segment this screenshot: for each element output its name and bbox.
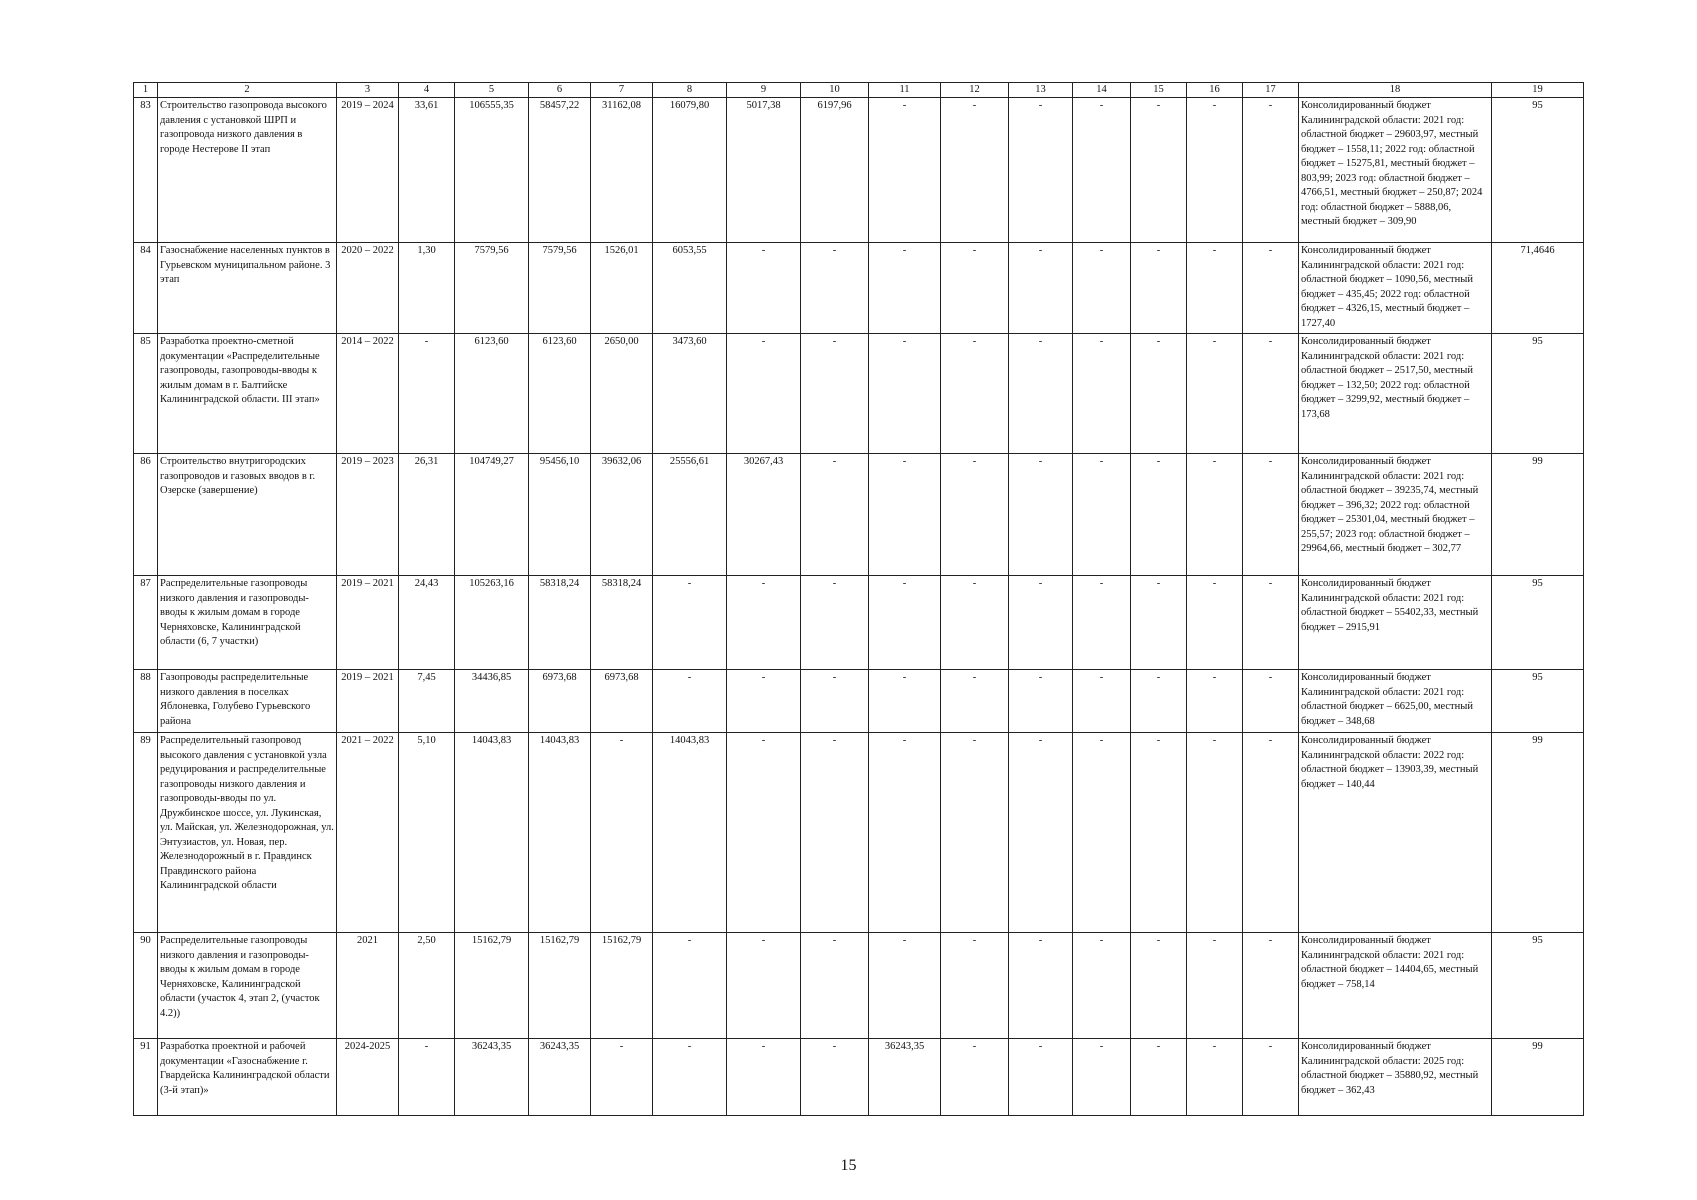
funding-source: Консолидированный бюджет Калининградской области: 2025 год: областной бюджет – 35880,92, местный бюджет – 362,43 (1299, 1039, 1492, 1116)
table-row (134, 1039, 1584, 1116)
value-cell: - (869, 334, 941, 454)
value-cell: 99 (1492, 733, 1584, 933)
object-name: Разработка проектной и рабочей документации «Газоснабжение г. Гвардейска Калининградской области (3-й этап)» (158, 1039, 337, 1116)
period-cell: 2019 – 2024 (337, 98, 399, 243)
value-cell: 25556,61 (653, 454, 727, 576)
header-col-9: 9 (727, 83, 801, 98)
header-col-16: 16 (1187, 83, 1243, 98)
value-cell: - (1187, 334, 1243, 454)
value-cell: - (1073, 1039, 1131, 1116)
value-cell: 58318,24 (529, 576, 591, 670)
value-cell: 6973,68 (591, 670, 653, 733)
header-col-18: 18 (1299, 83, 1492, 98)
value-cell: - (801, 733, 869, 933)
value-cell: - (727, 334, 801, 454)
object-name: Строительство газопровода высокого давления с установкой ШРП и газопровода низкого давления в городе Нестерове II этап (158, 98, 337, 243)
value-cell: - (801, 454, 869, 576)
value-cell: - (941, 576, 1009, 670)
value-cell: - (1243, 670, 1299, 733)
header-col-19: 19 (1492, 83, 1584, 98)
value-cell: - (869, 576, 941, 670)
value-cell: 15162,79 (455, 933, 529, 1039)
value-cell: 5017,38 (727, 98, 801, 243)
object-name: Распределительный газопровод высокого давления с установкой узла редуцирования и распределительные газопроводы низкого давления и газопроводы-вводы по ул. Дружбинское шоссе, ул. Лукинская, ул. Майская, ул. Железнодорожная, ул. Энтузиастов, ул. Новая, пер. Железнодорожный в г. Правдинск Правдинского района Калининградской области (158, 733, 337, 933)
value-cell: - (1243, 98, 1299, 243)
value-cell: - (1131, 733, 1187, 933)
value-cell: - (1009, 733, 1073, 933)
header-col-8: 8 (653, 83, 727, 98)
row-number: 88 (134, 670, 158, 733)
value-cell: 24,43 (399, 576, 455, 670)
period-cell: 2021 (337, 933, 399, 1039)
table-row (134, 576, 1584, 670)
value-cell: - (1187, 733, 1243, 933)
value-cell: - (653, 670, 727, 733)
header-col-17: 17 (1243, 83, 1299, 98)
row-number: 87 (134, 576, 158, 670)
value-cell: - (869, 454, 941, 576)
value-cell: - (941, 1039, 1009, 1116)
value-cell: - (1073, 98, 1131, 243)
header-col-12: 12 (941, 83, 1009, 98)
row-number: 90 (134, 933, 158, 1039)
value-cell: 7579,56 (529, 243, 591, 334)
value-cell: - (1009, 454, 1073, 576)
header-col-5: 5 (455, 83, 529, 98)
value-cell: 7,45 (399, 670, 455, 733)
program-table-sheet (133, 82, 1563, 1116)
value-cell: - (801, 334, 869, 454)
table-row (134, 733, 1584, 933)
value-cell: 99 (1492, 1039, 1584, 1116)
value-cell: - (1131, 1039, 1187, 1116)
value-cell: - (1187, 1039, 1243, 1116)
value-cell: - (801, 576, 869, 670)
value-cell: - (727, 670, 801, 733)
value-cell: 58457,22 (529, 98, 591, 243)
value-cell: - (1073, 670, 1131, 733)
value-cell: - (653, 933, 727, 1039)
table-row (134, 243, 1584, 334)
value-cell: - (869, 243, 941, 334)
value-cell: - (591, 1039, 653, 1116)
value-cell: - (1009, 1039, 1073, 1116)
header-col-2: 2 (158, 83, 337, 98)
value-cell: 36243,35 (455, 1039, 529, 1116)
header-col-6: 6 (529, 83, 591, 98)
header-col-3: 3 (337, 83, 399, 98)
value-cell: 39632,06 (591, 454, 653, 576)
value-cell: 26,31 (399, 454, 455, 576)
value-cell: 14043,83 (455, 733, 529, 933)
value-cell: - (1073, 334, 1131, 454)
row-number: 86 (134, 454, 158, 576)
value-cell: - (1131, 334, 1187, 454)
row-number: 83 (134, 98, 158, 243)
header-col-4: 4 (399, 83, 455, 98)
row-number: 84 (134, 243, 158, 334)
value-cell: - (1187, 933, 1243, 1039)
object-name: Газопроводы распределительные низкого давления в поселках Яблоневка, Голубево Гурьевского района (158, 670, 337, 733)
value-cell: - (591, 733, 653, 933)
value-cell: - (727, 576, 801, 670)
header-col-10: 10 (801, 83, 869, 98)
period-cell: 2014 – 2022 (337, 334, 399, 454)
value-cell: - (941, 670, 1009, 733)
value-cell: - (653, 576, 727, 670)
value-cell: 95 (1492, 670, 1584, 733)
table-row (134, 454, 1584, 576)
value-cell: 6053,55 (653, 243, 727, 334)
value-cell: 14043,83 (653, 733, 727, 933)
value-cell: - (1243, 454, 1299, 576)
header-row (134, 83, 1584, 98)
value-cell: - (1131, 670, 1187, 733)
value-cell: - (1073, 733, 1131, 933)
value-cell: - (1243, 243, 1299, 334)
funding-source: Консолидированный бюджет Калининградской области: 2022 год: областной бюджет – 13903,39, местный бюджет – 140,44 (1299, 733, 1492, 933)
value-cell: - (869, 933, 941, 1039)
period-cell: 2021 – 2022 (337, 733, 399, 933)
page-number: 15 (840, 1157, 857, 1174)
value-cell: 33,61 (399, 98, 455, 243)
header-col-11: 11 (869, 83, 941, 98)
funding-source: Консолидированный бюджет Калининградской области: 2021 год: областной бюджет – 6625,00, местный бюджет – 348,68 (1299, 670, 1492, 733)
header-col-15: 15 (1131, 83, 1187, 98)
value-cell: - (869, 98, 941, 243)
value-cell: - (941, 98, 1009, 243)
value-cell: 31162,08 (591, 98, 653, 243)
value-cell: - (399, 334, 455, 454)
value-cell: 2,50 (399, 933, 455, 1039)
value-cell: - (1131, 98, 1187, 243)
value-cell: - (653, 1039, 727, 1116)
value-cell: - (801, 1039, 869, 1116)
value-cell: 6197,96 (801, 98, 869, 243)
value-cell: - (1243, 733, 1299, 933)
value-cell: 105263,16 (455, 576, 529, 670)
value-cell: - (1131, 576, 1187, 670)
value-cell: 15162,79 (591, 933, 653, 1039)
program-table (133, 82, 1584, 1116)
value-cell: 30267,43 (727, 454, 801, 576)
value-cell: 95456,10 (529, 454, 591, 576)
funding-source: Консолидированный бюджет Калининградской области: 2021 год: областной бюджет – 39235,74, местный бюджет – 396,32; 2022 год: областной бюджет – 25301,04, местный бюджет – 255,57; 2023 год: областной бюджет – 29964,66, местный бюджет – 302,77 (1299, 454, 1492, 576)
value-cell: 6123,60 (455, 334, 529, 454)
value-cell: 95 (1492, 576, 1584, 670)
value-cell: 99 (1492, 454, 1584, 576)
header-col-13: 13 (1009, 83, 1073, 98)
value-cell: 15162,79 (529, 933, 591, 1039)
value-cell: 14043,83 (529, 733, 591, 933)
table-row (134, 334, 1584, 454)
funding-source: Консолидированный бюджет Калининградской области: 2021 год: областной бюджет – 1090,56, местный бюджет – 435,45; 2022 год: областной бюджет – 4326,15, местный бюджет – 1727,40 (1299, 243, 1492, 334)
value-cell: - (801, 670, 869, 733)
value-cell: 58318,24 (591, 576, 653, 670)
value-cell: - (1131, 454, 1187, 576)
value-cell: - (1187, 454, 1243, 576)
period-cell: 2019 – 2021 (337, 670, 399, 733)
value-cell: - (869, 733, 941, 933)
value-cell: 95 (1492, 334, 1584, 454)
value-cell: 95 (1492, 933, 1584, 1039)
funding-source: Консолидированный бюджет Калининградской области: 2021 год: областной бюджет – 2517,50, местный бюджет – 132,50; 2022 год: областной бюджет – 3299,92, местный бюджет – 173,68 (1299, 334, 1492, 454)
value-cell: 34436,85 (455, 670, 529, 733)
value-cell: - (1243, 576, 1299, 670)
table-row (134, 670, 1584, 733)
value-cell: 1526,01 (591, 243, 653, 334)
value-cell: - (1009, 98, 1073, 243)
value-cell: - (1131, 933, 1187, 1039)
table-row (134, 98, 1584, 243)
value-cell: - (1009, 670, 1073, 733)
object-name: Разработка проектно-сметной документации «Распределительные газопроводы, газопроводы-вводы к жилым домам в г. Балтийске Калининградской области. III этап» (158, 334, 337, 454)
value-cell: 6123,60 (529, 334, 591, 454)
value-cell: - (941, 243, 1009, 334)
value-cell: 36243,35 (869, 1039, 941, 1116)
value-cell: - (801, 243, 869, 334)
value-cell: - (801, 933, 869, 1039)
value-cell: - (1009, 243, 1073, 334)
value-cell: - (1187, 98, 1243, 243)
value-cell: 104749,27 (455, 454, 529, 576)
value-cell: - (1131, 243, 1187, 334)
value-cell: - (1187, 670, 1243, 733)
value-cell: - (869, 670, 941, 733)
value-cell: - (1187, 243, 1243, 334)
period-cell: 2024-2025 (337, 1039, 399, 1116)
value-cell: - (1243, 334, 1299, 454)
period-cell: 2019 – 2023 (337, 454, 399, 576)
value-cell: - (941, 454, 1009, 576)
value-cell: - (1073, 243, 1131, 334)
value-cell: - (727, 1039, 801, 1116)
header-col-14: 14 (1073, 83, 1131, 98)
value-cell: - (1073, 933, 1131, 1039)
row-number: 89 (134, 733, 158, 933)
funding-source: Консолидированный бюджет Калининградской области: 2021 год: областной бюджет – 55402,33, местный бюджет – 2915,91 (1299, 576, 1492, 670)
period-cell: 2020 – 2022 (337, 243, 399, 334)
value-cell: - (1009, 933, 1073, 1039)
header-col-1: 1 (134, 83, 158, 98)
value-cell: - (399, 1039, 455, 1116)
table-row (134, 933, 1584, 1039)
value-cell: - (941, 733, 1009, 933)
value-cell: 5,10 (399, 733, 455, 933)
value-cell: - (1243, 1039, 1299, 1116)
value-cell: - (1187, 576, 1243, 670)
value-cell: 6973,68 (529, 670, 591, 733)
value-cell: 36243,35 (529, 1039, 591, 1116)
value-cell: 16079,80 (653, 98, 727, 243)
object-name: Распределительные газопроводы низкого давления и газопроводы-вводы к жилым домам в городе Черняховске, Калининградской области (6, 7 участки) (158, 576, 337, 670)
value-cell: 2650,00 (591, 334, 653, 454)
funding-source: Консолидированный бюджет Калининградской области: 2021 год: областной бюджет – 29603,97, местный бюджет – 1558,11; 2022 год: областной бюджет – 15275,81, местный бюджет – 803,99; 2023 год: областной бюджет – 4766,51, местный бюджет – 250,87; 2024 год: областной бюджет – 5888,06, местный бюджет – 309,90 (1299, 98, 1492, 243)
value-cell: - (1073, 576, 1131, 670)
value-cell: 106555,35 (455, 98, 529, 243)
value-cell: 7579,56 (455, 243, 529, 334)
object-name: Газоснабжение населенных пунктов в Гурьевском муниципальном районе. 3 этап (158, 243, 337, 334)
funding-source: Консолидированный бюджет Калининградской области: 2021 год: областной бюджет – 14404,65, местный бюджет – 758,14 (1299, 933, 1492, 1039)
value-cell: - (1073, 454, 1131, 576)
value-cell: - (727, 733, 801, 933)
row-number: 91 (134, 1039, 158, 1116)
object-name: Распределительные газопроводы низкого давления и газопроводы-вводы к жилым домам в городе Черняховске, Калининградской области (участок 4, этап 2, (участок 4.2)) (158, 933, 337, 1039)
row-number: 85 (134, 334, 158, 454)
value-cell: 71,4646 (1492, 243, 1584, 334)
value-cell: - (941, 933, 1009, 1039)
period-cell: 2019 – 2021 (337, 576, 399, 670)
value-cell: 1,30 (399, 243, 455, 334)
value-cell: - (1243, 933, 1299, 1039)
value-cell: 95 (1492, 98, 1584, 243)
value-cell: - (1009, 576, 1073, 670)
value-cell: - (941, 334, 1009, 454)
header-col-7: 7 (591, 83, 653, 98)
value-cell: 3473,60 (653, 334, 727, 454)
value-cell: - (1009, 334, 1073, 454)
object-name: Строительство внутригородских газопроводов и газовых вводов в г. Озерске (завершение) (158, 454, 337, 576)
value-cell: - (727, 243, 801, 334)
value-cell: - (727, 933, 801, 1039)
